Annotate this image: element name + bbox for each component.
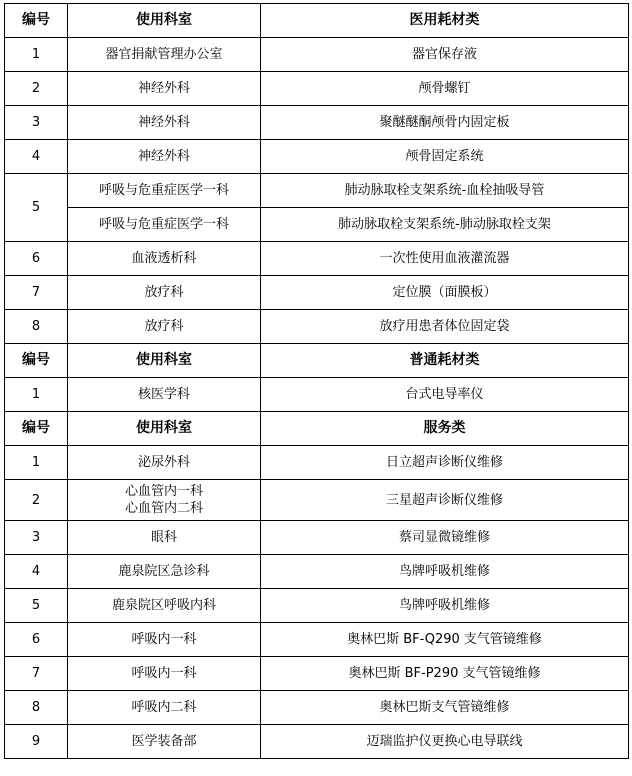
row-item: 蔡司显微镜维修 <box>261 521 629 555</box>
header-no: 编号 <box>5 344 68 378</box>
row-item: 颅骨螺钉 <box>261 72 629 106</box>
table-row <box>5 555 629 589</box>
row-item: 奥林巴斯支气管镜维修 <box>261 691 629 725</box>
row-no: 8 <box>5 310 68 344</box>
table-row <box>5 140 629 174</box>
row-department: 鹿泉院区急诊科 <box>68 555 261 589</box>
table-row <box>5 242 629 276</box>
row-department: 核医学科 <box>68 378 261 412</box>
header-department: 使用科室 <box>68 344 261 378</box>
table-row <box>5 725 629 759</box>
table-row <box>5 691 629 725</box>
row-department: 呼吸内二科 <box>68 691 261 725</box>
row-item: 肺动脉取栓支架系统-血栓抽吸导管 <box>261 174 629 208</box>
header-no: 编号 <box>5 412 68 446</box>
row-department: 器官捐献管理办公室 <box>68 38 261 72</box>
header-department: 使用科室 <box>68 4 261 38</box>
row-department: 神经外科 <box>68 106 261 140</box>
header-category: 普通耗材类 <box>261 344 629 378</box>
table-row <box>5 521 629 555</box>
table-row <box>5 174 629 208</box>
table-row <box>5 446 629 480</box>
row-department: 放疗科 <box>68 310 261 344</box>
row-no: 2 <box>5 72 68 106</box>
row-item: 奥林巴斯 BF-P290 支气管镜维修 <box>261 657 629 691</box>
row-no: 8 <box>5 691 68 725</box>
row-department-line: 心血管内二科 <box>124 501 203 516</box>
row-item: 肺动脉取栓支架系统-肺动脉取栓支架 <box>261 208 629 242</box>
row-no: 2 <box>5 480 68 521</box>
table-row <box>5 72 629 106</box>
row-item: 迈瑞监护仪更换心电导联线 <box>261 725 629 759</box>
header-no: 编号 <box>5 4 68 38</box>
row-department: 鹿泉院区呼吸内科 <box>68 589 261 623</box>
row-no: 3 <box>5 106 68 140</box>
row-no: 6 <box>5 623 68 657</box>
row-department: 呼吸与危重症医学一科 <box>68 174 261 208</box>
row-no: 9 <box>5 725 68 759</box>
row-item: 器官保存液 <box>261 38 629 72</box>
row-item: 台式电导率仪 <box>261 378 629 412</box>
row-no: 4 <box>5 140 68 174</box>
row-department: 泌尿外科 <box>68 446 261 480</box>
table-row <box>5 623 629 657</box>
row-no: 5 <box>5 589 68 623</box>
row-no: 1 <box>5 38 68 72</box>
table-row <box>5 310 629 344</box>
table-row <box>5 276 629 310</box>
row-item: 鸟牌呼吸机维修 <box>261 589 629 623</box>
row-department: 呼吸与危重症医学一科 <box>68 208 261 242</box>
table-row <box>5 480 629 521</box>
row-item: 三星超声诊断仪维修 <box>261 480 629 521</box>
row-item: 聚醚醚酮颅骨内固定板 <box>261 106 629 140</box>
row-item: 日立超声诊断仪维修 <box>261 446 629 480</box>
section-header-row <box>5 344 629 378</box>
procurement-table <box>4 3 629 759</box>
table-row <box>5 589 629 623</box>
header-category: 服务类 <box>261 412 629 446</box>
table-row <box>5 106 629 140</box>
row-item: 定位膜（面膜板） <box>261 276 629 310</box>
row-department <box>68 480 261 521</box>
row-item: 颅骨固定系统 <box>261 140 629 174</box>
row-department: 眼科 <box>68 521 261 555</box>
table-row <box>5 378 629 412</box>
row-department: 医学装备部 <box>68 725 261 759</box>
row-no: 6 <box>5 242 68 276</box>
header-department: 使用科室 <box>68 412 261 446</box>
row-department: 神经外科 <box>68 72 261 106</box>
row-no: 3 <box>5 521 68 555</box>
row-item: 放疗用患者体位固定袋 <box>261 310 629 344</box>
row-department: 放疗科 <box>68 276 261 310</box>
row-item: 鸟牌呼吸机维修 <box>261 555 629 589</box>
row-no: 1 <box>5 378 68 412</box>
table-row <box>5 657 629 691</box>
row-department-line: 心血管内一科 <box>124 484 203 499</box>
row-department: 呼吸内一科 <box>68 623 261 657</box>
row-no: 7 <box>5 276 68 310</box>
section-header-row <box>5 4 629 38</box>
header-category: 医用耗材类 <box>261 4 629 38</box>
row-no: 1 <box>5 446 68 480</box>
row-item: 一次性使用血液灌流器 <box>261 242 629 276</box>
row-no: 7 <box>5 657 68 691</box>
row-department: 呼吸内一科 <box>68 657 261 691</box>
table-row <box>5 38 629 72</box>
row-department: 神经外科 <box>68 140 261 174</box>
row-no: 5 <box>5 174 68 242</box>
row-no: 4 <box>5 555 68 589</box>
row-department: 血液透析科 <box>68 242 261 276</box>
row-item: 奥林巴斯 BF-Q290 支气管镜维修 <box>261 623 629 657</box>
section-header-row <box>5 412 629 446</box>
table-row <box>5 208 629 242</box>
